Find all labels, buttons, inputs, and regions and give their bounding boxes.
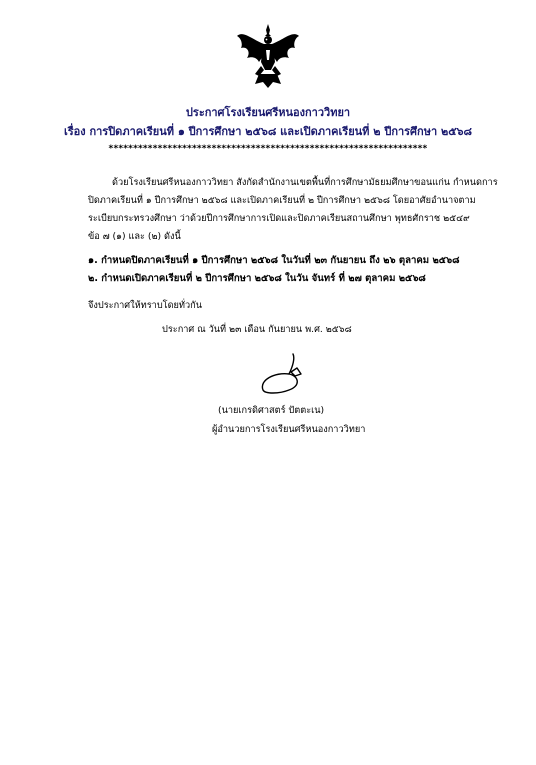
closing-notice: จึงประกาศให้ทราบโดยทั่วกัน (88, 300, 202, 311)
body-line-1: ด้วยโรงเรียนศรีหนองกาววิทยา สังกัดสำนักงานเขตพื้นที่การศึกษามัธยมศึกษาขอนแก่น กำหนดการ (112, 177, 498, 188)
separator-line: ***************************************************************** (108, 144, 428, 154)
announcement-date: ประกาศ ณ วันที่ ๒๓ เดือน กันยายน พ.ศ. ๒๕๖๘ (162, 324, 352, 335)
signer-position: ผู้อำนวยการโรงเรียนศรีหนองกาววิทยา (212, 424, 366, 435)
body-line-3: ระเบียบกระทรวงศึกษา ว่าด้วยปีการศึกษาการเปิดและปิดภาคเรียนสถานศึกษา พุทธศักราช ๒๕๔๙ (88, 213, 470, 224)
list-item: ๒. กำหนดเปิดภาคเรียนที่ ๒ ปีการศึกษา ๒๕๖๘ ในวัน จันทร์ ที่ ๒๗ ตุลาคม ๒๕๖๘ (88, 273, 426, 284)
signer-name: (นายเกรดิศาสตร์ ปัตตะเน) (218, 405, 325, 416)
announcement-subject: เรื่อง การปิดภาคเรียนที่ ๑ ปีการศึกษา ๒๕๖๘ และเปิดภาคเรียนที่ ๒ ปีการศึกษา ๒๕๖๘ (63, 125, 473, 138)
signature-icon (255, 350, 315, 400)
garuda-emblem-icon (233, 22, 303, 92)
body-line-4: ข้อ ๗ (๑) และ (๒) ดังนี้ (88, 231, 181, 242)
body-line-2: ปิดภาคเรียนที่ ๑ ปีการศึกษา ๒๕๖๘ และเปิดภาคเรียนที่ ๒ ปีการศึกษา ๒๕๖๘ โดยอาศัยอำนาจตาม (88, 195, 476, 206)
announcement-title: ประกาศโรงเรียนศรีหนองกาววิทยา (185, 106, 351, 119)
list-item: ๑. กำหนดปิดภาคเรียนที่ ๑ ปีการศึกษา ๒๕๖๘ ในวันที่ ๒๓ กันยายน ถึง ๒๖ ตุลาคม ๒๕๖๘ (88, 255, 460, 266)
